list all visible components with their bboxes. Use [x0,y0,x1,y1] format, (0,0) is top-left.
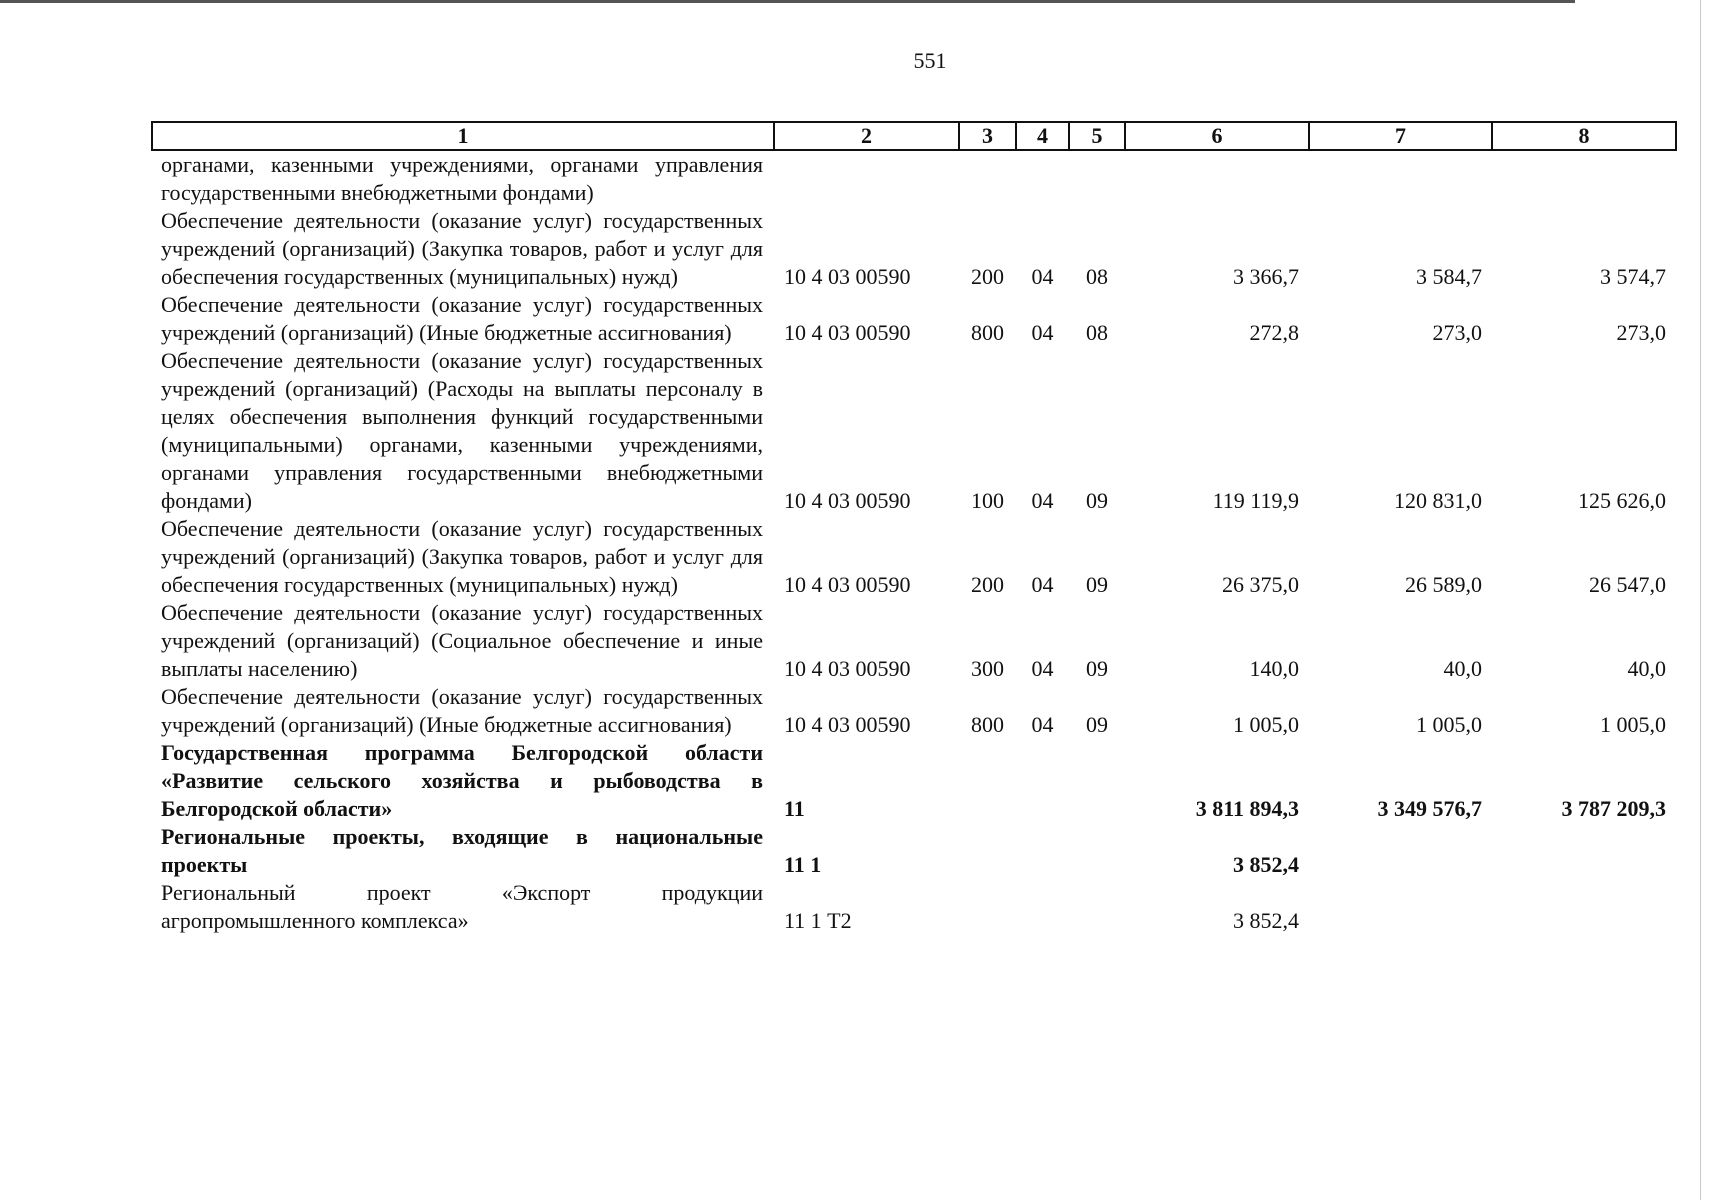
row-amount-col6: 3 852,4 [1233,852,1299,877]
row-amount-col7 [1309,150,1492,207]
row-expense-type: 200 [971,264,1004,289]
row-expense-type: 300 [971,656,1004,681]
row-amount-col6: 140,0 [1249,656,1299,681]
row-expense-type: 200 [971,572,1004,597]
row-subsection: 09 [1086,572,1108,597]
row-amount-col6: 1 005,0 [1233,712,1299,737]
row-amount-col6: 3 811 894,3 [1195,796,1299,821]
row-section [1016,823,1069,879]
row-section: 04 [1031,572,1054,597]
row-amount-col7: 40,0 [1443,656,1482,681]
row-amount-col6: 119 119,9 [1212,488,1299,513]
header-col-3: 3 [959,122,1016,150]
row-name: Государственная программа Белгородской области «Развитие сельского хозяйства и рыбоводства в Белгородской области» [161,740,763,821]
header-col-8: 8 [1492,122,1676,150]
table-row [152,347,1676,515]
scan-edge-top [0,0,1575,3]
header-row [152,122,1676,150]
header-col-5: 5 [1069,122,1125,150]
table-row [152,683,1676,739]
row-name: Обеспечение деятельности (оказание услуг) государственных учреждений (организаций) (Иные бюджетные ассигнования) [161,292,763,345]
row-subsection [1069,823,1125,879]
row-target-code: 10 4 03 00590 [784,656,911,681]
row-target-code [774,150,959,207]
row-amount-col6: 3 366,7 [1233,264,1299,289]
row-section [1016,739,1069,823]
row-expense-type [959,879,1016,935]
row-amount-col7: 1 005,0 [1416,712,1482,737]
row-amount-col8: 40,0 [1627,656,1666,681]
row-name: Обеспечение деятельности (оказание услуг) государственных учреждений (организаций) (Иные бюджетные ассигнования) [161,684,763,737]
row-amount-col8: 26 547,0 [1589,572,1666,597]
table-row [152,291,1676,347]
row-section: 04 [1031,488,1054,513]
table-row [152,207,1676,291]
row-amount-col7: 273,0 [1432,320,1482,345]
row-section: 04 [1031,264,1054,289]
row-amount-col6 [1125,150,1309,207]
row-amount-col8: 125 626,0 [1578,488,1666,513]
row-amount-col6: 3 852,4 [1233,908,1299,933]
row-amount-col8 [1492,150,1676,207]
row-amount-col8 [1492,823,1676,879]
row-amount-col7: 120 831,0 [1394,488,1482,513]
row-expense-type: 100 [971,488,1004,513]
row-section [1016,879,1069,935]
row-name: органами, казенными учреждениями, органами управления государственными внебюджетными фондами) [161,152,763,205]
header-col-7: 7 [1309,122,1492,150]
row-target-code: 11 1 [784,852,822,877]
header-col-6: 6 [1125,122,1309,150]
row-expense-type: 800 [971,320,1004,345]
row-amount-col7: 3 584,7 [1416,264,1482,289]
row-amount-col8: 1 005,0 [1600,712,1666,737]
row-expense-type [959,739,1016,823]
row-expense-type [959,150,1016,207]
row-name: Обеспечение деятельности (оказание услуг) государственных учреждений (организаций) (Социальное обеспечение и иные выплаты населению) [161,600,763,681]
row-section: 04 [1031,656,1054,681]
row-amount-col7: 3 349 576,7 [1377,796,1482,821]
header-col-4: 4 [1016,122,1069,150]
row-target-code: 10 4 03 00590 [784,320,911,345]
row-target-code: 10 4 03 00590 [784,712,911,737]
table-row [152,823,1676,879]
row-name: Обеспечение деятельности (оказание услуг) государственных учреждений (организаций) (Расходы на выплаты персоналу в целях обеспечения выполнения функций государственными (муниципальными) органами, казенными учреждениями, органами управления государственными внебюджетными фондами) [161,348,763,513]
table-row [152,599,1676,683]
table-row [152,879,1676,935]
row-target-code: 11 1 Т2 [784,908,852,933]
row-section: 04 [1031,320,1054,345]
budget-table [151,121,1677,935]
row-target-code: 10 4 03 00590 [784,572,911,597]
row-amount-col8: 273,0 [1616,320,1666,345]
row-subsection [1069,879,1125,935]
row-section [1016,150,1069,207]
table-row [152,150,1676,207]
row-amount-col7 [1309,879,1492,935]
header-col-1: 1 [152,122,774,150]
row-subsection: 09 [1086,488,1108,513]
row-expense-type: 800 [971,712,1004,737]
row-subsection: 08 [1086,264,1108,289]
table-row [152,515,1676,599]
row-amount-col7 [1309,823,1492,879]
row-section: 04 [1031,712,1054,737]
row-subsection: 09 [1086,712,1108,737]
row-subsection: 09 [1086,656,1108,681]
row-expense-type [959,823,1016,879]
table-row [152,739,1676,823]
row-amount-col8: 3 574,7 [1600,264,1666,289]
row-amount-col8: 3 787 209,3 [1561,796,1666,821]
row-amount-col6: 26 375,0 [1222,572,1299,597]
row-name: Региональные проекты, входящие в национальные проекты [161,824,763,877]
row-name: Обеспечение деятельности (оказание услуг) государственных учреждений (организаций) (Закупка товаров, работ и услуг для обеспечения государственных (муниципальных) нужд) [161,208,763,289]
row-name: Обеспечение деятельности (оказание услуг) государственных учреждений (организаций) (Закупка товаров, работ и услуг для обеспечения государственных (муниципальных) нужд) [161,516,763,597]
row-amount-col8 [1492,879,1676,935]
row-amount-col6: 272,8 [1249,320,1299,345]
row-name: Региональный проект «Экспорт продукции агропромышленного комплекса» [161,880,763,933]
scan-edge-right [1700,0,1701,1200]
row-subsection [1069,150,1125,207]
row-target-code: 11 [784,796,805,821]
row-target-code: 10 4 03 00590 [784,488,911,513]
row-subsection [1069,739,1125,823]
row-target-code: 10 4 03 00590 [784,264,911,289]
row-amount-col7: 26 589,0 [1405,572,1482,597]
header-col-2: 2 [774,122,959,150]
page-number: 551 [913,48,947,73]
row-subsection: 08 [1086,320,1108,345]
